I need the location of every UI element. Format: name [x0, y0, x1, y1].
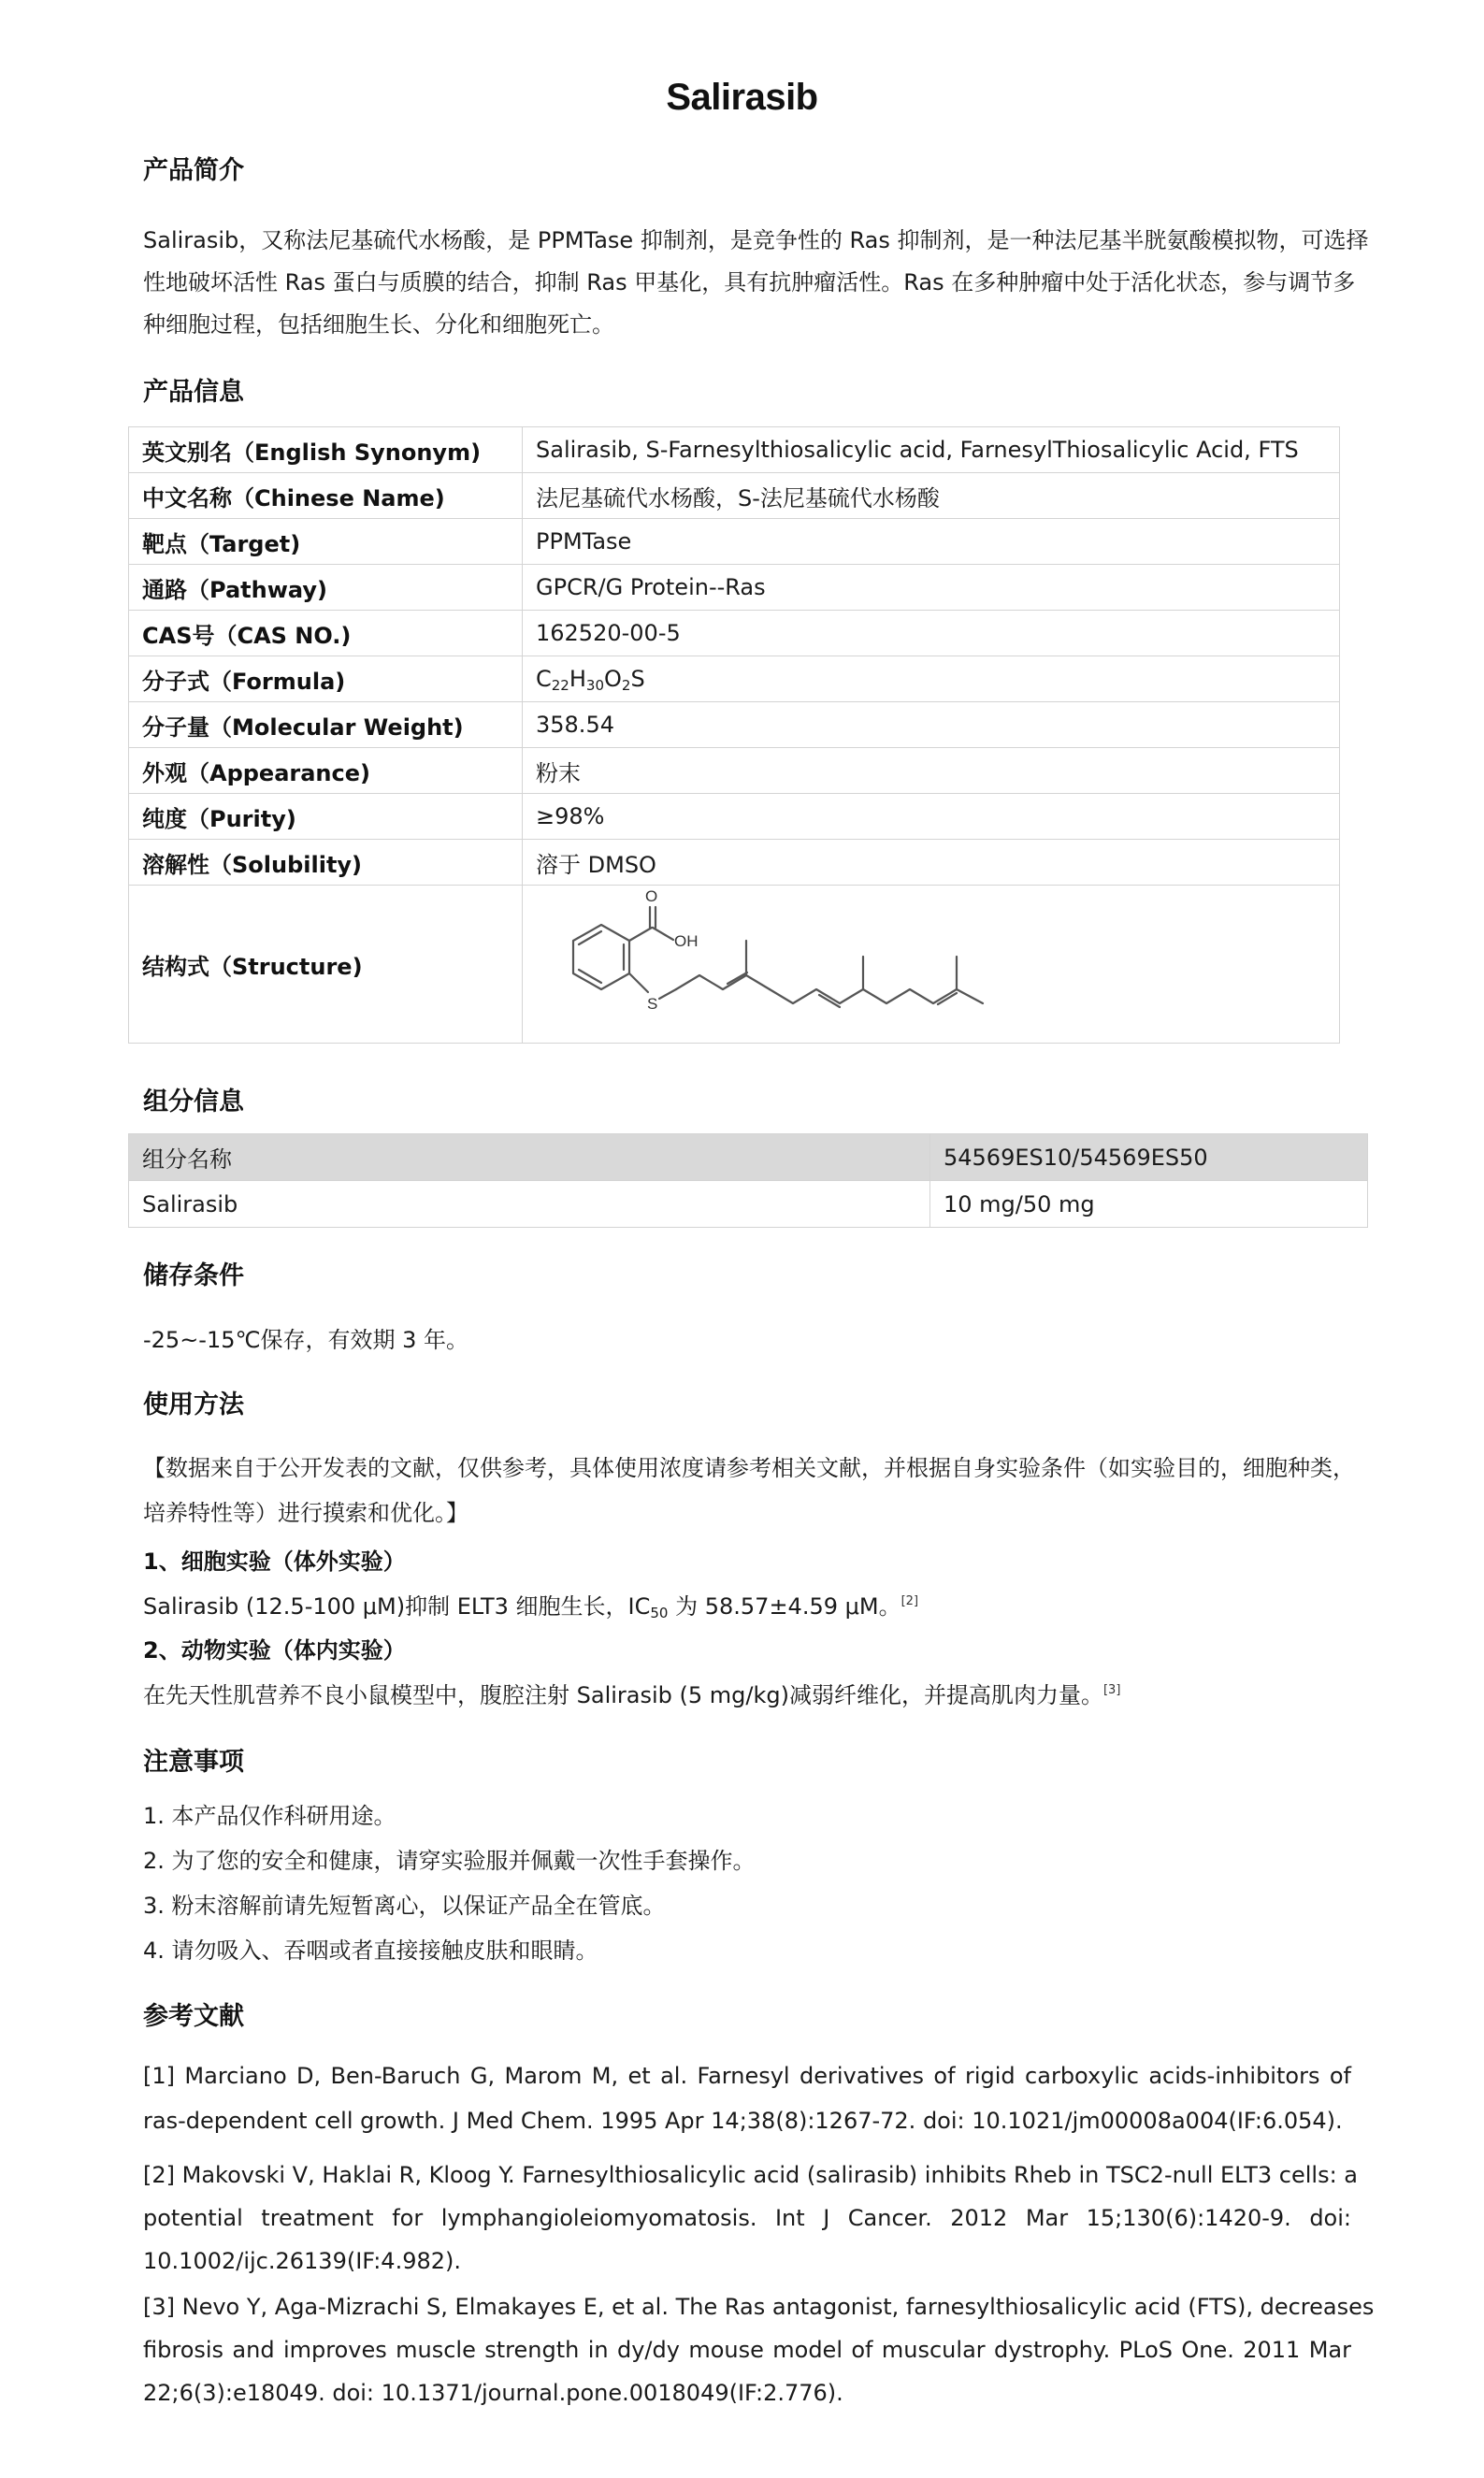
table-row: [129, 840, 1340, 886]
note-item: 4. 请勿吸入、吞咽或者直接接触皮肤和眼睛。: [143, 1938, 598, 1964]
reference-line: fibrosis and improves muscle strength in dy/dy mouse model of muscular dystrophy. PLoS One. 2011 Mar: [143, 2337, 1351, 2363]
product-info-table: [128, 426, 1340, 1044]
reference-line: potential treatment for lymphangioleiomyomatosis. Int J Cancer. 2012 Mar 15;130(6):1420-9. doi:: [143, 2205, 1351, 2231]
table-row: [129, 656, 1340, 702]
ic50-subscript: 50: [650, 1605, 669, 1621]
table-header-row: [129, 1134, 1368, 1181]
table-row: [129, 565, 1340, 611]
note-item: 3. 粉末溶解前请先短暂离心，以保证产品全在管底。: [143, 1893, 666, 1919]
usage-note-line: 培养特性等）进行摸索和优化。】: [143, 1500, 468, 1526]
animal-text-main: 在先天性肌营养不良小鼠模型中，腹腔注射 Salirasib (5 mg/kg)减弱纤维化，并提高肌肉力量。: [143, 1682, 1103, 1708]
usage-note-line: 【数据来自于公开发表的文献，仅供参考，具体使用浓度请参考相关文献，并根据自身实验条件（如实验目的，细胞种类，: [143, 1455, 1355, 1481]
cell-text-value: 为 58.57±4.59 μM。: [668, 1593, 901, 1620]
animal-experiment-heading: 2、动物实验（体内实验）: [143, 1637, 406, 1664]
table-row: [129, 519, 1340, 565]
formula-element: O: [604, 666, 622, 692]
table-row: [129, 611, 1340, 656]
cell-experiment-heading: 1、细胞实验（体外实验）: [143, 1549, 406, 1575]
intro-line: 种细胞过程，包括细胞生长、分化和细胞死亡。: [143, 311, 614, 338]
info-key: 中文名称（Chinese Name): [129, 473, 523, 519]
reference-line: [1] Marciano D, Ben-Baruch G, Marom M, et al. Farnesyl derivatives of rigid carboxylic acids-inhibitors of: [143, 2063, 1351, 2089]
reference-line: [3] Nevo Y, Aga-Mizrachi S, Elmakayes E, et al. The Ras antagonist, farnesylthiosalicylic acid (FTS), decreases: [143, 2294, 1375, 2320]
info-heading: 产品信息: [143, 378, 244, 407]
intro-paragraph: [143, 220, 1369, 346]
formula-subscript: 30: [585, 677, 604, 694]
info-key: 分子式（Formula): [129, 656, 523, 702]
column-header: 54569ES10/54569ES50: [930, 1134, 1368, 1181]
info-key: 溶解性（Solubility): [129, 840, 523, 886]
cell-text-main: Salirasib (12.5-100 μM)抑制 ELT3 细胞生长，IC: [143, 1593, 651, 1620]
info-value: PPMTase: [523, 519, 1340, 565]
table-row: [129, 1181, 1368, 1228]
intro-heading: 产品简介: [143, 156, 244, 185]
reference-item: [143, 2285, 1375, 2414]
reference-line: 22;6(3):e18049. doi: 10.1371/journal.pone.0018049(IF:2.776).: [143, 2380, 843, 2406]
table-cell: 10 mg/50 mg: [930, 1181, 1368, 1228]
table-cell: Salirasib: [129, 1181, 930, 1228]
info-key: 分子量（Molecular Weight): [129, 702, 523, 748]
info-key: 纯度（Purity): [129, 794, 523, 840]
storage-text: -25~-15℃保存，有效期 3 年。: [143, 1327, 468, 1353]
info-value: Salirasib, S-Farnesylthiosalicylic acid, FarnesylThiosalicylic Acid, FTS: [523, 427, 1340, 473]
info-value: GPCR/G Protein--Ras: [523, 565, 1340, 611]
oxygen-label: O: [645, 887, 658, 905]
info-value: 法尼基硫代水杨酸，S-法尼基硫代水杨酸: [523, 473, 1340, 519]
reference-line: ras-dependent cell growth. J Med Chem. 1995 Apr 14;38(8):1267-72. doi: 10.1021/jm00008a004(IF:6.054).: [143, 2108, 1343, 2134]
formula-value: [523, 656, 1340, 702]
formula-element: H: [569, 666, 586, 692]
cell-experiment-text: [143, 1588, 918, 1621]
reference-item: [143, 2053, 1351, 2143]
usage-note: [143, 1446, 1355, 1535]
info-key: 英文别名（English Synonym): [129, 427, 523, 473]
page-title: Salirasib: [666, 77, 818, 118]
reference-line: [2] Makovski V, Haklai R, Kloog Y. Farnesylthiosalicylic acid (salirasib) inhibits Rheb in TSC2-null ELT3 cells: a: [143, 2162, 1358, 2188]
animal-experiment-text: [143, 1677, 1120, 1709]
table-row: [129, 702, 1340, 748]
table-row: [129, 427, 1340, 473]
formula-element: S: [630, 666, 645, 692]
info-value: 162520-00-5: [523, 611, 1340, 656]
info-value: 溶于 DMSO: [523, 840, 1340, 886]
info-value: 358.54: [523, 702, 1340, 748]
info-value: 粉末: [523, 748, 1340, 794]
table-row: [129, 886, 1340, 1044]
info-key: 外观（Appearance): [129, 748, 523, 794]
info-key: 结构式（Structure): [129, 886, 523, 1044]
note-item: 2. 为了您的安全和健康，请穿实验服并佩戴一次性手套操作。: [143, 1848, 756, 1874]
hydroxyl-label: OH: [674, 932, 699, 950]
refs-heading: 参考文献: [143, 2002, 244, 2031]
intro-line: 性地破坏活性 Ras 蛋白与质膜的结合，抑制 Ras 甲基化，具有抗肿瘤活性。Ras 在多种肿瘤中处于活化状态，参与调节多: [143, 269, 1356, 295]
formula-subscript: 2: [621, 677, 631, 694]
structure-cell: [523, 886, 1340, 1044]
storage-heading: 储存条件: [143, 1261, 244, 1290]
usage-heading: 使用方法: [143, 1390, 244, 1419]
citation-ref: [3]: [1102, 1683, 1121, 1697]
info-key: 通路（Pathway): [129, 565, 523, 611]
formula-element: C: [536, 666, 552, 692]
note-item: 1. 本产品仅作科研用途。: [143, 1803, 396, 1829]
chemical-structure-drawing: [536, 886, 1041, 1036]
component-table: [128, 1133, 1368, 1228]
notes-heading: 注意事项: [143, 1748, 244, 1777]
table-row: [129, 748, 1340, 794]
intro-line: Salirasib，又称法尼基硫代水杨酸，是 PPMTase 抑制剂，是竞争性的 Ras 抑制剂，是一种法尼基半胱氨酸模拟物，可选择: [143, 227, 1369, 253]
reference-item: [143, 2154, 1358, 2283]
sulfur-label: S: [647, 995, 658, 1013]
info-key: CAS号（CAS NO.): [129, 611, 523, 656]
table-row: [129, 794, 1340, 840]
column-header: 组分名称: [129, 1134, 930, 1181]
citation-ref: [2]: [900, 1594, 919, 1608]
reference-line: 10.1002/ijc.26139(IF:4.982).: [143, 2248, 462, 2274]
formula-subscript: 22: [551, 677, 569, 694]
table-row: [129, 473, 1340, 519]
component-heading: 组分信息: [143, 1088, 244, 1117]
info-key: 靶点（Target): [129, 519, 523, 565]
info-value: ≥98%: [523, 794, 1340, 840]
